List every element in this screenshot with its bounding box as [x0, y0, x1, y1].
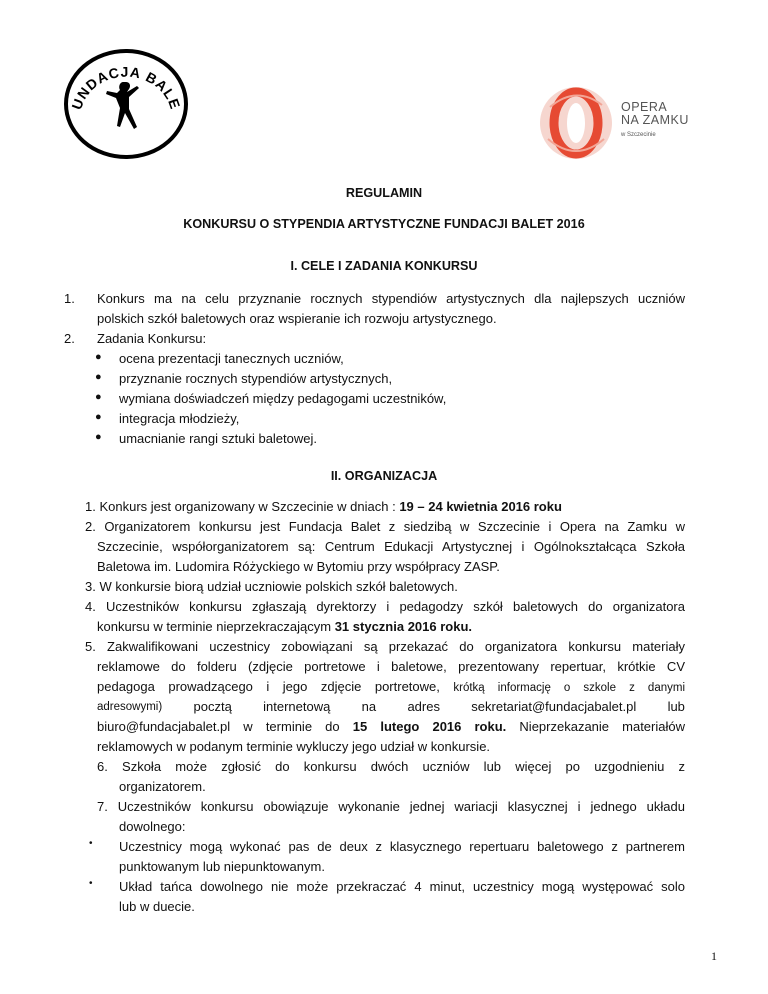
document-subtitle: KONKURSU O STYPENDIA ARTYSTYCZNE FUNDACJI BALET 2016	[183, 217, 585, 231]
section2-item2-line2: Szczecinie, współorganizatorem są: Centrum Edukacji Artystycznej i Ogólnokształcąca Szkoła	[97, 539, 685, 554]
list-item: przyznanie rocznych stypendiów artystycznych,	[119, 371, 393, 386]
section2-item7-line1: 7. Uczestników konkursu obowiązuje wykonanie jednej wariacji klasycznej i jednego układu	[97, 799, 685, 814]
section2-bullet1-line2: punktowanym lub niepunktowanym.	[119, 859, 325, 874]
item5-deadline: 15 lutego 2016 roku.	[352, 719, 507, 734]
email-link-biuro[interactable]: biuro@fundacjabalet.pl	[97, 719, 231, 734]
section2-item6-line2: organizatorem.	[119, 779, 206, 794]
opera-logo-line1: OPERA	[621, 100, 668, 114]
bullet-icon: ●	[95, 391, 102, 403]
opera-logo-line2: NA ZAMKU	[621, 113, 689, 127]
section1-item1-line1: Konkurs ma na celu przyznanie rocznych stypendiów artystycznych dla najlepszych uczniów	[97, 291, 685, 306]
section2-item2-line3: Baletowa im. Ludomira Różyckiego w Bytomiu przy współpracy ZASP.	[97, 559, 500, 574]
item5-word: na	[361, 699, 377, 714]
item1-text: 1. Konkurs jest organizowany w Szczecinie w dniach :	[85, 499, 400, 514]
section2-item4-line2	[97, 617, 472, 637]
document-title: REGULAMIN	[345, 186, 423, 200]
section2-bullet1-line1: Uczestnicy mogą wykonać pas de deux z klasycznego repertuaru baletowego z partnerem	[119, 839, 685, 854]
item5-word: internetową	[263, 699, 331, 714]
item5-text: pedagoga prowadzącego i jego zdjęcie portretowe,	[97, 679, 454, 694]
section2-item7-line2: dowolnego:	[119, 819, 186, 834]
email-link-sekretariat[interactable]: sekretariat@fundacjabalet.pl	[471, 699, 637, 714]
section2-heading: II. ORGANIZACJA	[330, 469, 438, 483]
list-number: 2.	[64, 331, 75, 346]
section2-item5-line3	[97, 677, 685, 698]
bullet-icon: ●	[95, 351, 102, 363]
bullet-icon: ●	[95, 431, 102, 443]
page-number: 1	[711, 949, 717, 963]
section2-item5-line6: reklamowych w podanym terminie wykluczy jego udział w konkursie.	[97, 739, 491, 754]
section2-item5-line5	[97, 717, 685, 737]
list-item: wymiana doświadczeń między pedagogami uczestników,	[119, 391, 447, 406]
item5-word: lub	[667, 699, 685, 714]
section2-item1	[85, 497, 562, 517]
section2-item5-line1: 5. Zakwalifikowani uczestnicy zobowiązani są przekazać do organizatora konkursu materiały	[85, 639, 685, 654]
section2-item3: 3. W konkursie biorą udział uczniowie polskich szkół baletowych.	[85, 579, 458, 594]
section2-bullet2-line1: Układ tańca dowolnego nie może przekraczać 4 minut, uczestnicy mogą występować solo	[119, 879, 685, 894]
item5-word: pocztą	[193, 699, 232, 714]
opera-logo-line3: w Szczecinie	[621, 132, 656, 138]
item4-deadline: 31 stycznia 2016 roku.	[334, 619, 473, 634]
fundacja-balet-logo	[63, 48, 189, 160]
list-number: 1.	[64, 291, 75, 306]
item5-text-small: krótką informację o szkole z danymi	[453, 682, 685, 694]
bullet-icon: •	[89, 878, 93, 889]
list-item: ocena prezentacji tanecznych uczniów,	[119, 351, 344, 366]
section2-item6-line1: 6. Szkoła może zgłosić do konkursu dwóch uczniów lub więcej po uzgodnieniu z	[97, 759, 685, 774]
item1-dates: 19 – 24 kwietnia 2016 roku	[399, 499, 562, 514]
item5-word: adresowymi)	[97, 701, 163, 713]
list-item: integracja młodzieży,	[119, 411, 240, 426]
bullet-icon: ●	[95, 371, 102, 383]
bullet-icon: •	[89, 838, 93, 849]
item5-text: Nieprzekazanie materiałów	[506, 719, 685, 734]
section1-item2: Zadania Konkursu:	[97, 331, 207, 346]
logo-arc-text: UNDACJA BALE	[68, 63, 184, 112]
section2-item5-line2: reklamowe do folderu (zdjęcie portretowe i baletowe, prezentowany repertuar, krótkie CV	[97, 659, 685, 674]
list-item: umacnianie rangi sztuki baletowej.	[119, 431, 317, 446]
section2-item4-line1: 4. Uczestników konkursu zgłaszają dyrektorzy i pedagodzy szkół baletowych do organizatora	[85, 599, 685, 614]
item5-text: w terminie do	[230, 719, 353, 734]
opera-na-zamku-logo	[536, 77, 721, 167]
item4-text: konkursu w terminie nieprzekraczającym	[97, 619, 335, 634]
section2-item2-line1: 2. Organizatorem konkursu jest Fundacja Balet z siedzibą w Szczecinie i Opera na Zamku w	[85, 519, 685, 534]
section1-heading: I. CELE I ZADANIA KONKURSU	[290, 259, 478, 273]
section2-bullet2-line2: lub w duecie.	[119, 899, 195, 914]
item5-word: adres	[407, 699, 440, 714]
section2-item5-line4	[97, 697, 685, 717]
section1-item1-line2: polskich szkół baletowych oraz wspieranie ich rozwoju artystycznego.	[97, 311, 497, 326]
bullet-icon: ●	[95, 411, 102, 423]
